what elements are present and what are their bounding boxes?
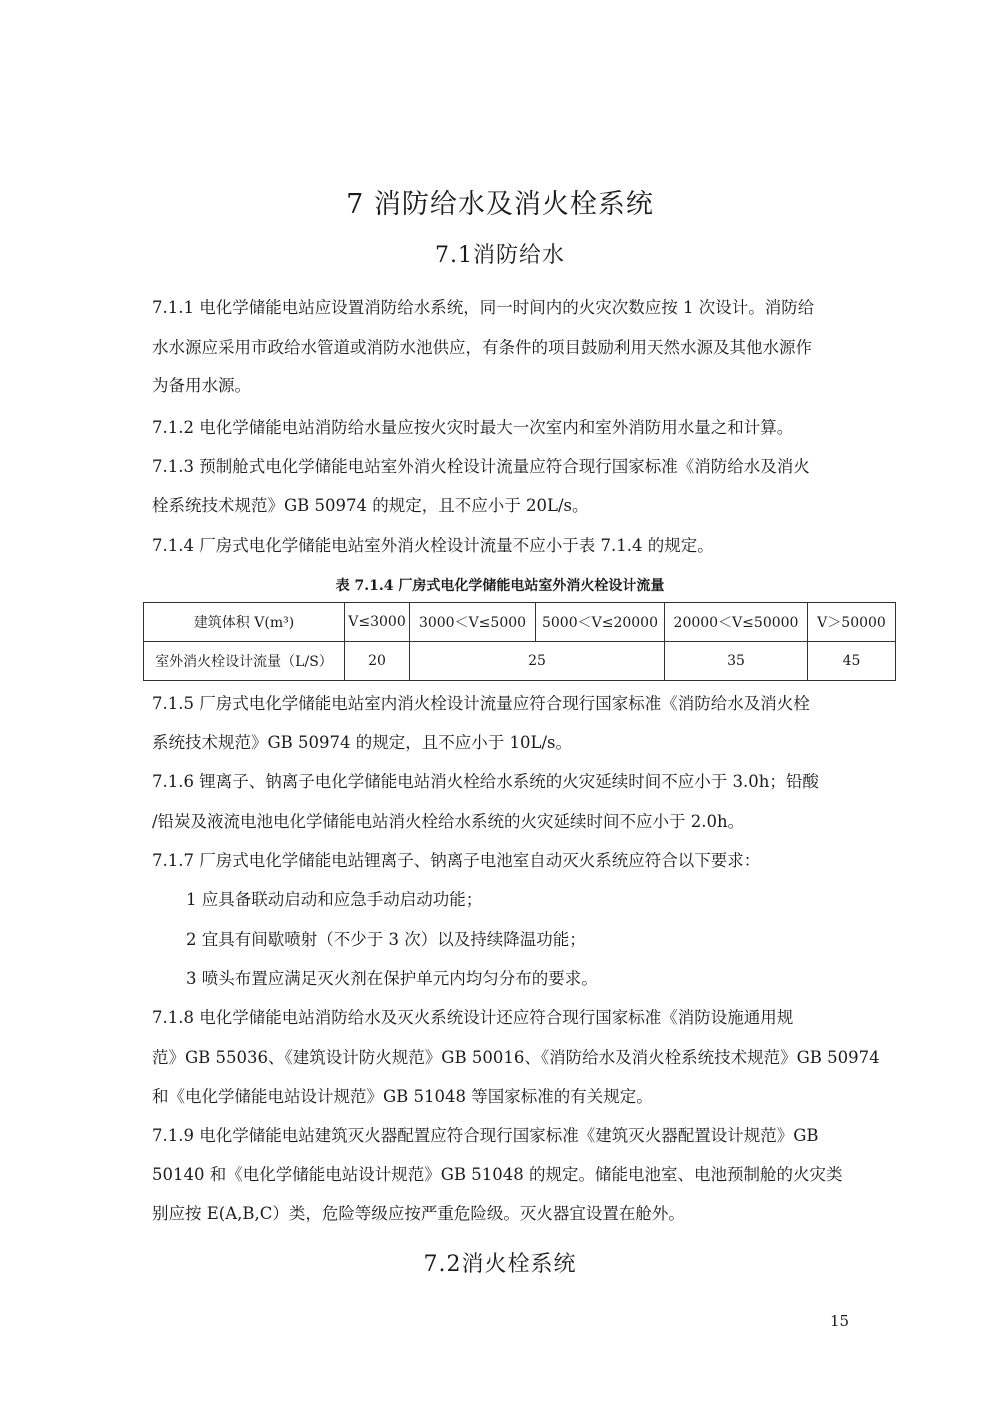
paragraph-line: 为备用水源。: [152, 376, 251, 395]
paragraph-line: 7.1.3 预制舱式电化学储能电站室外消火栓设计流量应符合现行国家标准《消防给水及消火: [152, 457, 810, 476]
table-header-cell: 室外消火栓设计流量（L/S）: [144, 642, 345, 681]
list-item: 3 喷头布置应满足灭火剂在保护单元内均匀分布的要求。: [186, 969, 598, 988]
paragraph-line: 和《电化学储能电站设计规范》GB 51048 等国家标准的有关规定。: [152, 1087, 653, 1106]
paragraph-line: 7.1.4 厂房式电化学储能电站室外消火栓设计流量不应小于表 7.1.4 的规定。: [152, 536, 714, 555]
paragraph-line: 7.1.6 锂离子、钠离子电化学储能电站消火栓给水系统的火灾延续时间不应小于 3.0h；铅酸: [152, 772, 819, 791]
section-title: 7.1消防给水: [435, 243, 565, 268]
paragraph-line: 7.1.9 电化学储能电站建筑灭火器配置应符合现行国家标准《建筑灭火器配置设计规范》GB: [152, 1126, 819, 1145]
paragraph-line: 系统技术规范》GB 50974 的规定，且不应小于 10L/s。: [152, 733, 573, 752]
paragraph-line: 7.1.5 厂房式电化学储能电站室内消火栓设计流量应符合现行国家标准《消防给水及消火栓: [152, 694, 810, 713]
table-cell: 20: [345, 642, 410, 681]
paragraph-line: /铅炭及液流电池电化学储能电站消火栓给水系统的火灾延续时间不应小于 2.0h。: [152, 812, 745, 831]
flow-table: [143, 602, 896, 681]
list-item: 2 宜具有间歇喷射（不少于 3 次）以及持续降温功能；: [186, 930, 586, 949]
table-caption: 表 7.1.4 厂房式电化学储能电站室外消火栓设计流量: [335, 578, 665, 594]
table-row: [144, 603, 896, 642]
table-cell: V≤3000: [345, 603, 410, 642]
page-number: 15: [830, 1312, 850, 1330]
paragraph-line: 7.1.2 电化学储能电站消防给水量应按火灾时最大一次室内和室外消防用水量之和计算。: [152, 418, 794, 437]
paragraph-line: 50140 和《电化学储能电站设计规范》GB 51048 的规定。储能电池室、电池预制舱的火灾类: [152, 1165, 843, 1184]
paragraph-line: 栓系统技术规范》GB 50974 的规定，且不应小于 20L/s。: [152, 496, 589, 515]
paragraph-line: 7.1.1 电化学储能电站应设置消防给水系统，同一时间内的火灾次数应按 1 次设计。消防给: [152, 298, 815, 317]
list-item: 1 应具备联动启动和应急手动启动功能；: [186, 890, 483, 909]
section-title: 7.2消火栓系统: [423, 1252, 577, 1277]
table-header-cell: 建筑体积 V(m³): [144, 603, 345, 642]
table-cell: V＞50000: [808, 603, 896, 642]
table-cell: 5000＜V≤20000: [536, 603, 665, 642]
paragraph-line: 7.1.8 电化学储能电站消防给水及灭火系统设计还应符合现行国家标准《消防设施通用规: [152, 1008, 794, 1027]
table-row: [144, 642, 896, 681]
paragraph-line: 7.1.7 厂房式电化学储能电站锂离子、钠离子电池室自动灭火系统应符合以下要求：: [152, 851, 761, 870]
table-cell: 45: [808, 642, 896, 681]
chapter-title: 7 消防给水及消火栓系统: [346, 189, 654, 220]
paragraph-line: 水水源应采用市政给水管道或消防水池供应，有条件的项目鼓励利用天然水源及其他水源作: [152, 338, 812, 357]
paragraph-line: 别应按 E(A,B,C）类，危险等级应按严重危险级。灭火器宜设置在舱外。: [152, 1204, 685, 1223]
table-cell: 20000＜V≤50000: [665, 603, 808, 642]
table-cell: 35: [665, 642, 808, 681]
table-cell: 3000＜V≤5000: [410, 603, 536, 642]
paragraph-line: 范》GB 55036、《建筑设计防火规范》GB 50016、《消防给水及消火栓系统技术规范》GB 50974: [152, 1048, 880, 1067]
table-cell: 25: [410, 642, 665, 681]
